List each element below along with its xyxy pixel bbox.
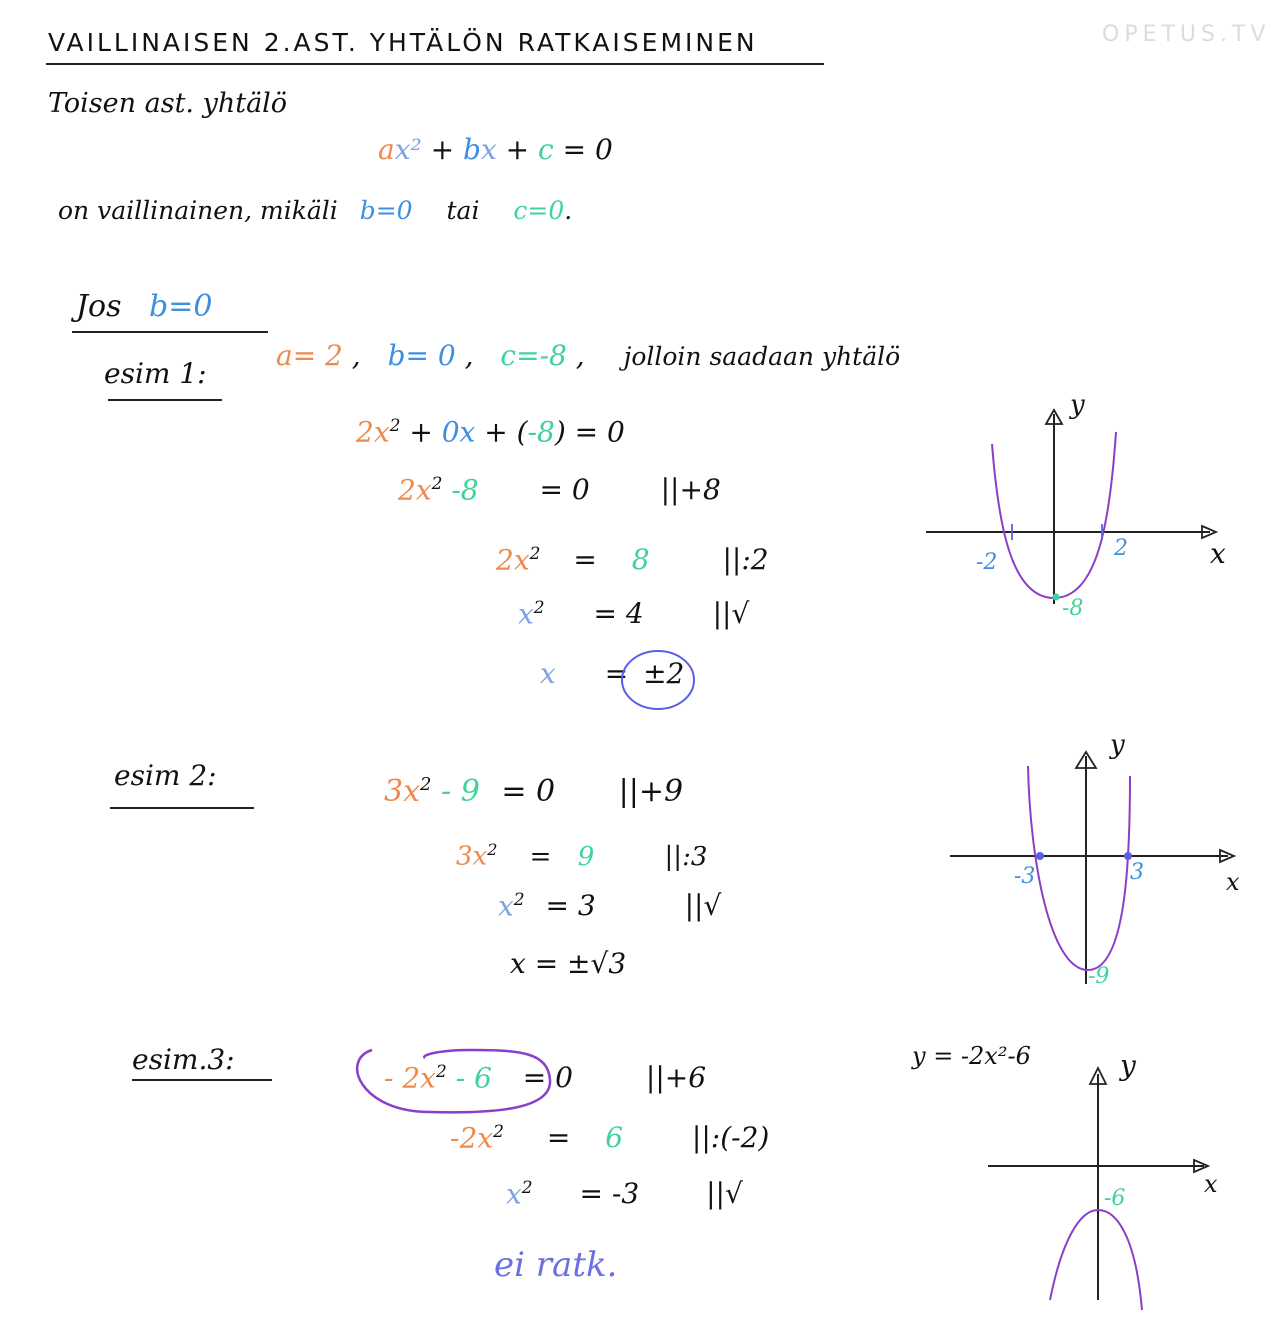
term-2x: 2x — [496, 543, 530, 577]
equals-4: = 4 — [593, 597, 644, 631]
exponent: 2 — [435, 1062, 447, 1082]
graph2-parabola — [1028, 766, 1130, 970]
comma: , — [575, 339, 585, 372]
ex2-step-4: x = ±√3 — [510, 947, 627, 980]
graph3-y-label: y — [1120, 1049, 1136, 1082]
equals-zero: ) = 0 — [554, 415, 625, 449]
graph3-x-label: x — [1204, 1170, 1218, 1198]
or-word: tai — [446, 196, 480, 225]
term-minus9: - 9 — [441, 774, 480, 809]
term-2x: 2x — [398, 473, 432, 507]
plus-sign: + — [430, 133, 455, 166]
period: . — [564, 196, 573, 225]
term-0x: 0x — [441, 415, 476, 449]
equals-minus3: = -3 — [579, 1177, 640, 1211]
graph1-x-label: x — [1210, 537, 1226, 570]
operation: ||+6 — [645, 1061, 707, 1095]
graph2-root-pos: 3 — [1130, 860, 1144, 885]
no-solution: ei ratk. — [494, 1245, 618, 1285]
ex3-function-label: y = -2x²-6 — [912, 1042, 1031, 1070]
example-1-label: esim 1: — [104, 357, 207, 390]
graph1-y-label: y — [1070, 390, 1085, 420]
term-minus8: -8 — [451, 473, 479, 507]
exponent: 2 — [529, 544, 541, 564]
graph3-max: -6 — [1104, 1186, 1126, 1211]
coef-b: b — [463, 133, 481, 166]
term-circle — [357, 1050, 550, 1112]
exponent: 2 — [389, 416, 401, 436]
example-3-label: esim.3: — [132, 1043, 235, 1076]
intro-line: Toisen ast. yhtälö — [48, 88, 288, 119]
graph2-root-point — [1036, 852, 1044, 860]
ex1-b: b= 0 — [387, 339, 456, 372]
section-jos: Jos — [76, 289, 122, 324]
operation: ||+8 — [660, 473, 721, 507]
comma: , — [464, 339, 474, 372]
operation: ||:3 — [664, 841, 708, 872]
page-title: VAILLINAISEN 2.AST. YHTÄLÖN RATKAISEMINEN — [48, 28, 758, 57]
term-minus2x: - 2x — [384, 1061, 436, 1095]
operation: ||+9 — [618, 774, 684, 809]
graph2-x-label: x — [1226, 868, 1240, 896]
b-condition: b=0 — [359, 196, 413, 225]
value-6: 6 — [605, 1121, 624, 1155]
term-minus6: - 6 — [455, 1061, 492, 1095]
var-x: x — [498, 889, 514, 923]
operation: ||:2 — [722, 543, 769, 577]
term-3x: 3x — [384, 774, 421, 809]
plus-sign: + — [409, 415, 433, 449]
value-9: 9 — [577, 841, 595, 872]
plus-paren: + ( — [484, 415, 528, 449]
graph2-root-point — [1124, 852, 1132, 860]
graph1-root-pos: 2 — [1114, 536, 1128, 561]
var-x: x — [540, 657, 556, 690]
value-8: 8 — [631, 543, 650, 577]
exponent: 2 — [431, 474, 443, 494]
condition-text: on vaillinainen, mikäli — [58, 196, 338, 225]
graph3-parabola — [1050, 1210, 1142, 1310]
example-2-label: esim 2: — [114, 759, 217, 792]
comma: , — [351, 339, 361, 372]
equals: = — [546, 1121, 571, 1155]
watermark: OPETUS.TV — [1102, 22, 1271, 47]
equals-zero: = 0 — [562, 133, 613, 166]
var-x: x — [518, 597, 534, 631]
plus-sign: + — [505, 133, 530, 166]
exponent: 2 — [533, 598, 545, 618]
ex1-rest: jolloin saadaan yhtälö — [623, 342, 901, 371]
graph1-min: -8 — [1062, 596, 1084, 621]
equals-zero: = 0 — [539, 473, 590, 507]
equals: = — [573, 543, 597, 577]
term-minus8: -8 — [527, 415, 555, 449]
coef-a: a — [378, 133, 395, 166]
answer: ±2 — [643, 657, 685, 690]
exponent: 2 — [521, 1178, 533, 1198]
term-minus2x: -2x — [450, 1121, 494, 1155]
term-2x: 2x — [356, 415, 390, 449]
graph1-min-point — [1053, 594, 1060, 601]
operation: ||:(-2) — [691, 1121, 770, 1155]
ex1-a: a= 2 — [276, 339, 343, 372]
var-x: x — [480, 133, 497, 166]
equals-zero: = 0 — [522, 1061, 573, 1095]
var-x: x — [506, 1177, 522, 1211]
coef-c: c — [538, 133, 554, 166]
equals-zero: = 0 — [501, 774, 556, 809]
graph1-root-neg: -2 — [976, 550, 998, 575]
graph2-root-neg: -3 — [1014, 864, 1036, 889]
exponent: 2 — [493, 1122, 504, 1142]
equals: = — [529, 841, 552, 872]
graph2-min: -9 — [1088, 964, 1110, 989]
term-3x: 3x — [456, 841, 488, 872]
exponent: 2 — [487, 840, 498, 859]
exponent: 2 — [420, 774, 432, 795]
ex1-c: c=-8 — [500, 339, 567, 372]
equals-3: = 3 — [545, 889, 596, 923]
operation: ||√ — [712, 597, 750, 631]
var-x2: x² — [394, 133, 422, 166]
operation: ||√ — [706, 1177, 743, 1211]
c-condition: c=0 — [513, 196, 565, 225]
operation: ||√ — [684, 889, 722, 923]
equals: = — [604, 657, 629, 690]
answer-circle — [622, 651, 694, 709]
exponent: 2 — [513, 890, 525, 910]
section-b-zero: b=0 — [149, 289, 213, 324]
graph2-y-label: y — [1110, 730, 1125, 760]
